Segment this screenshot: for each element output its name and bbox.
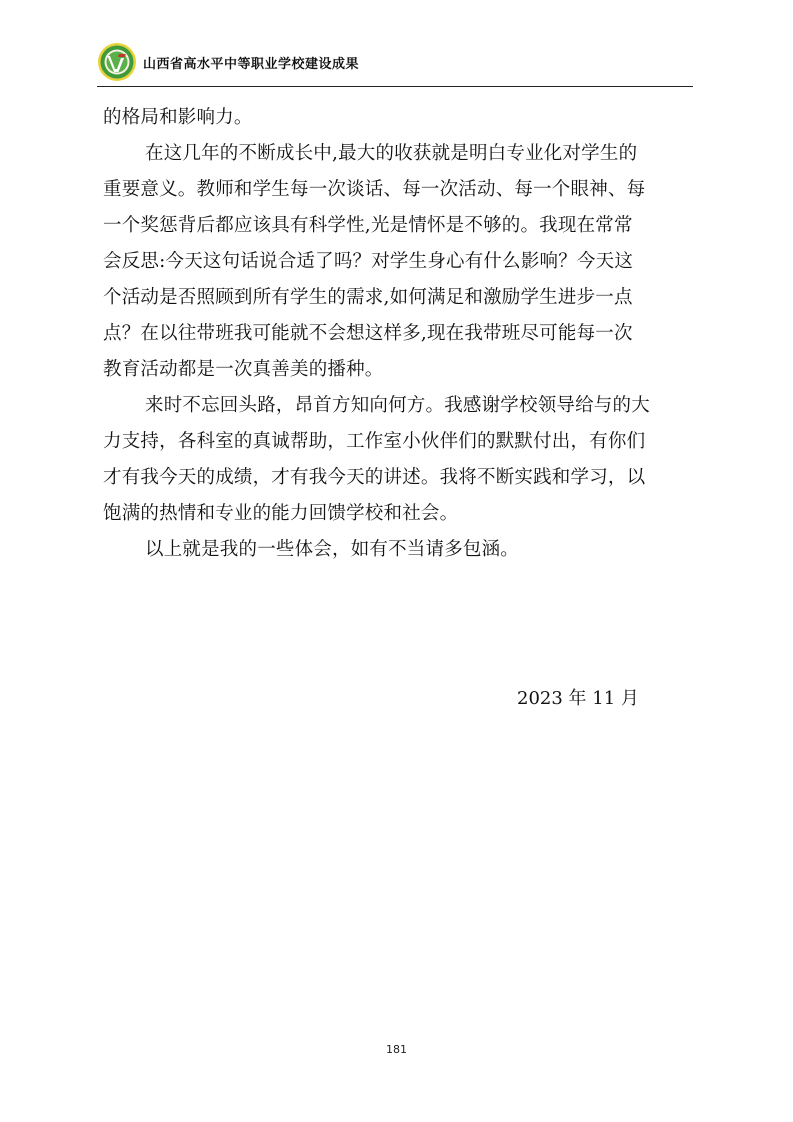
page-header bbox=[97, 42, 693, 84]
text-line: 饱满的热情和专业的能力回馈学校和社会。 bbox=[103, 503, 459, 524]
text-line: 会反思:今天这句话说合适了吗？对学生身心有什么影响？今天这 bbox=[103, 251, 634, 272]
text-line: 一个奖惩背后都应该具有科学性,光是情怀是不够的。我现在常常 bbox=[103, 215, 633, 236]
text-line: 在这几年的不断成长中,最大的收获就是明白专业化对学生的 bbox=[145, 143, 638, 164]
document-body bbox=[103, 100, 696, 568]
paragraph bbox=[103, 136, 696, 388]
text-line: 才有我今天的成绩，才有我今天的讲述。我将不断实践和学习，以 bbox=[103, 467, 646, 488]
text-line: 以上就是我的一些体会，如有不当请多包涵。 bbox=[145, 539, 520, 560]
text-line: 力支持，各科室的真诚帮助，工作室小伙伴们的默默付出，有你们 bbox=[103, 431, 646, 452]
text-line: 的格局和影响力。 bbox=[103, 107, 253, 128]
text-line: 点？在以往带班我可能就不会想这样多,现在我带班尽可能每一次 bbox=[103, 323, 633, 344]
text-line: 重要意义。教师和学生每一次谈话、每一次活动、每一个眼神、每 bbox=[103, 179, 646, 200]
paragraph bbox=[103, 388, 696, 532]
paragraph bbox=[103, 532, 696, 568]
header-title: 山西省高水平中等职业学校建设成果 bbox=[143, 57, 360, 72]
text-line: 教育活动都是一次真善美的播种。 bbox=[103, 359, 384, 380]
text-line: 个活动是否照顾到所有学生的需求,如何满足和激励学生进步一点 bbox=[103, 287, 633, 308]
document-date: 2023 年 11 月 bbox=[517, 688, 639, 709]
header-divider bbox=[97, 86, 693, 87]
paragraph bbox=[103, 100, 696, 136]
school-logo-icon bbox=[97, 42, 137, 82]
text-line: 来时不忘回头路，昂首方知向何方。我感谢学校领导给与的大 bbox=[145, 395, 650, 416]
page-number: 181 bbox=[386, 1043, 407, 1056]
